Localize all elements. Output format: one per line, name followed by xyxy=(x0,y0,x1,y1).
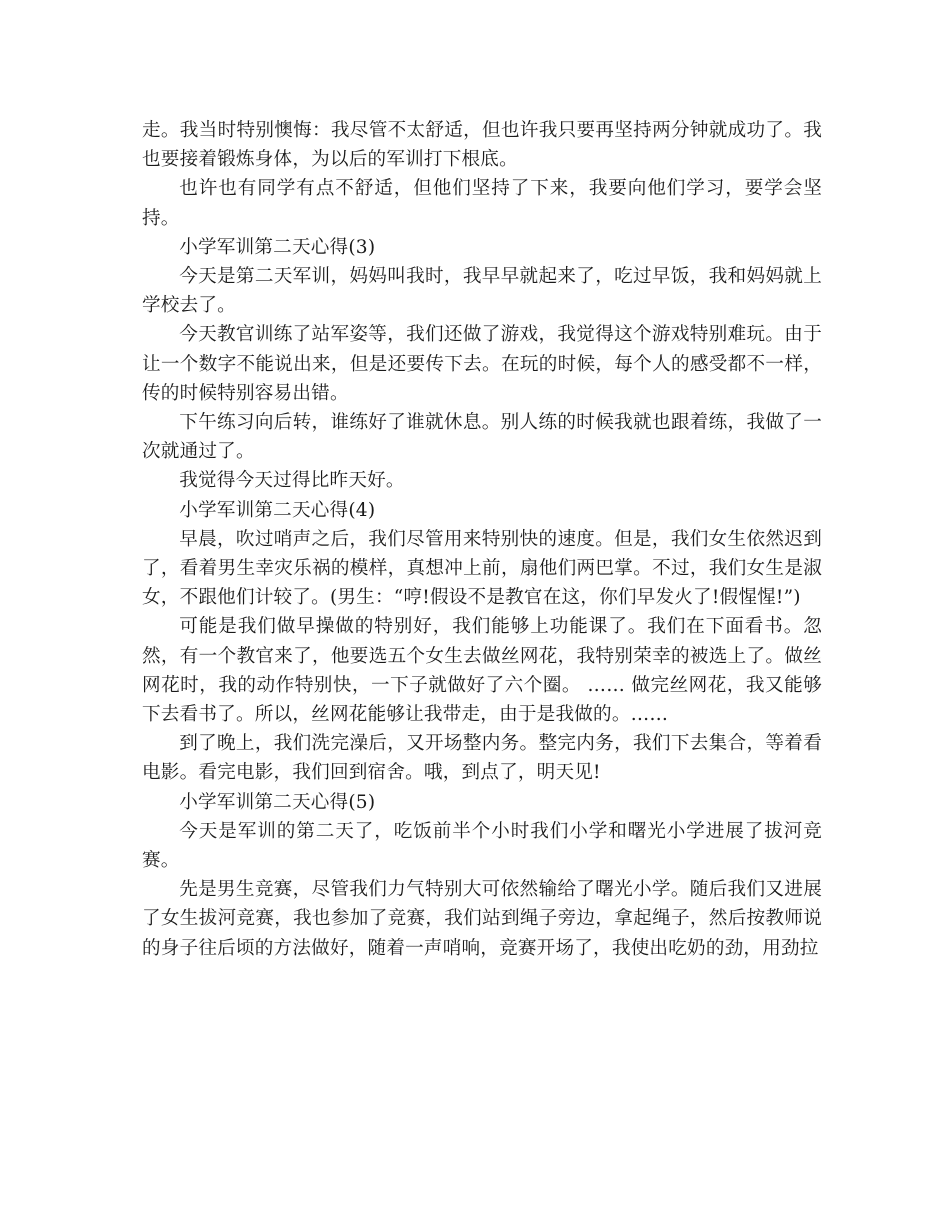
paragraph: 走。我当时特别懊悔：我尽管不太舒适，但也许我只要再坚持两分钟就成功了。我也要接着锻炼身体，为以后的军训打下根底。 xyxy=(142,120,822,171)
document-page xyxy=(142,116,822,963)
paragraph: 早晨，吹过哨声之后，我们尽管用来特别快的速度。但是，我们女生依然迟到了，看着男生幸灾乐祸的模样，真想冲上前，扇他们两巴掌。不过，我们女生是淑女，不跟他们计较了。(男生：“哼!假设不是教官在这，你们早发火了!假惺惺!”) xyxy=(142,528,822,609)
paragraph: 也许也有同学有点不舒适，但他们坚持了下来，我要向他们学习，要学会坚持。 xyxy=(142,178,822,229)
paragraph: 可能是我们做早操做的特别好，我们能够上功能课了。我们在下面看书。忽然，有一个教官来了，他要选五个女生去做丝网花，我特别荣幸的被选上了。做丝网花时，我的动作特别快，一下子就做好了六个圈。 …… 做完丝网花，我又能够下去看书了。所以，丝网花能够让我带走，由于是我做的。…… xyxy=(142,616,822,726)
section-heading: 小学军训第二天心得(3) xyxy=(179,236,376,258)
section-heading: 小学军训第二天心得(4) xyxy=(179,499,376,521)
paragraph: 今天是军训的第二天了，吃饭前半个小时我们小学和曙光小学进展了拔河竞赛。 xyxy=(142,820,822,872)
paragraph: 今天是第二天军训，妈妈叫我时，我早早就起来了，吃过早饭，我和妈妈就上学校去了。 xyxy=(142,266,822,317)
paragraph: 我觉得今天过得比昨天好。 xyxy=(179,470,405,492)
section-heading: 小学军训第二天心得(5) xyxy=(179,791,376,813)
paragraph: 下午练习向后转，谁练好了谁就休息。别人练的时候我就也跟着练，我做了一次就通过了。 xyxy=(142,412,822,463)
paragraph: 今天教官训练了站军姿等，我们还做了游戏，我觉得这个游戏特别难玩。由于让一个数字不能说出来，但是还要传下去。在玩的时候，每个人的感受都不一样，传的时候特别容易出错。 xyxy=(142,324,822,404)
paragraph: 到了晚上，我们洗完澡后，又开场整内务。整完内务，我们下去集合，等着看电影。看完电影，我们回到宿舍。哦，到点了，明天见! xyxy=(142,733,822,784)
paragraph: 先是男生竞赛，尽管我们力气特别大可依然输给了曙光小学。随后我们又进展了女生拔河竞赛，我也参加了竞赛，我们站到绳子旁边，拿起绳子，然后按教师说的身子往后顷的方法做好，随着一声哨响，竞赛开场了，我使出吃奶的劲，用劲拉 xyxy=(142,879,822,959)
